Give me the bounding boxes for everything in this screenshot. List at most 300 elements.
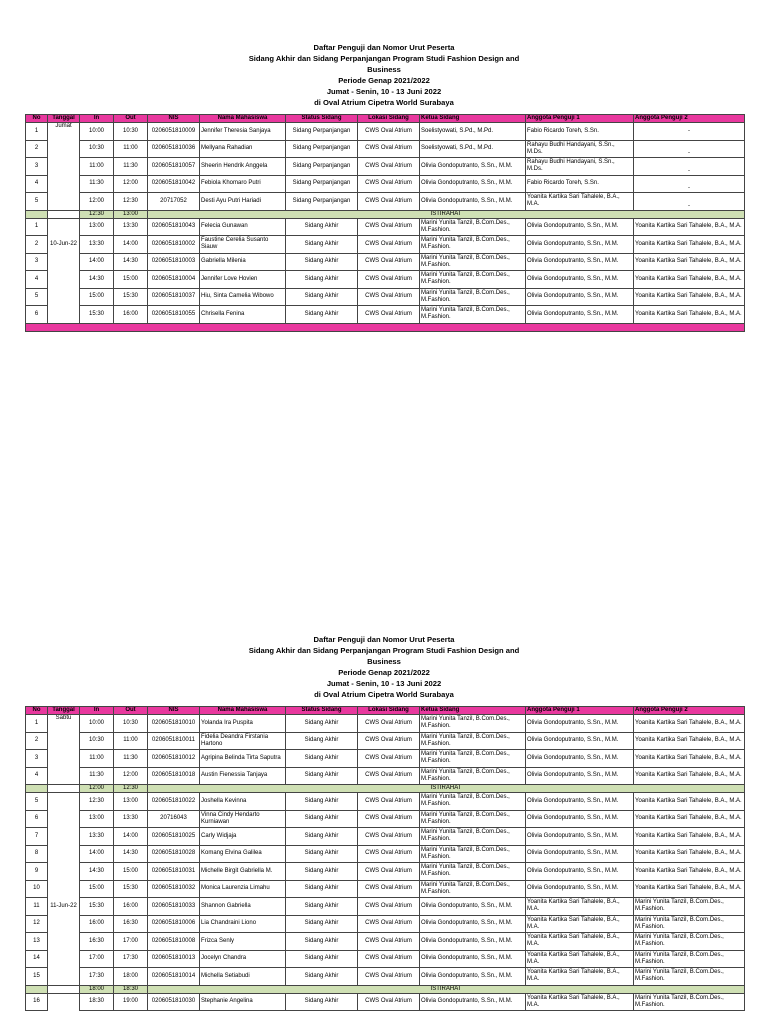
cell-status: Sidang Akhir (286, 915, 358, 933)
cell-nis: 0206051810042 (148, 175, 200, 193)
cell-ketua: Olivia Gondoputranto, S.Sn., M.M. (420, 193, 526, 211)
cell-ketua: Marini Yunita Tanzil, B.Com.Des., M.Fashion. (420, 218, 526, 236)
cell-in: 11:00 (80, 750, 114, 768)
cell-out: 13:30 (114, 810, 148, 828)
cell-in: 17:00 (80, 950, 114, 968)
day-cell (48, 933, 80, 951)
cell-name: Michelle Birgit Gabriella M. (200, 863, 286, 881)
cell-p1: Olivia Gondoputranto, S.Sn., M.M. (526, 732, 634, 750)
day-cell: Jumat (48, 123, 80, 141)
cell-p1: Yoanita Kartika Sari Tahalele, B.A., M.A. (526, 193, 634, 211)
table-row (26, 793, 745, 811)
cell-nis: 0206051810010 (148, 715, 200, 733)
cell-p2: Yoanita Kartika Sari Tahalele, B.A., M.A. (634, 218, 745, 236)
cell-lokasi: CWS Oval Atrium (358, 271, 420, 289)
cell-p1: Yoanita Kartika Sari Tahalele, B.A., M.A. (526, 993, 634, 1011)
column-header: Tanggal (48, 115, 80, 123)
table-body (26, 715, 745, 1011)
cell-no: 4 (26, 175, 48, 193)
schedule-table-1 (25, 114, 745, 332)
break-out: 13:00 (114, 210, 148, 218)
cell-in: 18:30 (80, 993, 114, 1011)
cell-lokasi: CWS Oval Atrium (358, 140, 420, 158)
cell-status: Sidang Akhir (286, 933, 358, 951)
cell-no: 11 (26, 898, 48, 916)
cell-name: Komang Elvina Galilea (200, 845, 286, 863)
cell-ketua: Marini Yunita Tanzil, B.Com.Des., M.Fashion. (420, 271, 526, 289)
cell-status: Sidang Akhir (286, 828, 358, 846)
day-cell (48, 306, 80, 324)
cell-in: 12:30 (80, 793, 114, 811)
cell-in: 11:30 (80, 767, 114, 785)
cell-p2: Marini Yunita Tanzil, B.Com.Des., M.Fashion. (634, 993, 745, 1011)
cell-out: 16:30 (114, 915, 148, 933)
cell-p1: Rahayu Budhi Handayani, S.Sn., M.Ds. (526, 158, 634, 176)
break-in: 12:30 (80, 210, 114, 218)
cell-ketua: Olivia Gondoputranto, S.Sn., M.M. (420, 898, 526, 916)
day-cell (48, 175, 80, 193)
table-row (26, 880, 745, 898)
table-header (26, 115, 745, 123)
page-title-block (0, 634, 768, 700)
cell-status: Sidang Akhir (286, 898, 358, 916)
cell-lokasi: CWS Oval Atrium (358, 810, 420, 828)
table-row (26, 810, 745, 828)
cell-p1: Olivia Gondoputranto, S.Sn., M.M. (526, 236, 634, 254)
cell-ketua: Marini Yunita Tanzil, B.Com.Des., M.Fashion. (420, 732, 526, 750)
table-row (26, 715, 745, 733)
cell-name: Gabriella Milenia (200, 253, 286, 271)
table-row (26, 236, 745, 254)
doc-subtitle-1: Sidang Akhir dan Sidang Perpanjangan Program Studi Fashion Design and (248, 646, 520, 655)
day-cell (48, 288, 80, 306)
cell-in: 14:00 (80, 845, 114, 863)
table-row (26, 750, 745, 768)
cell-nis: 0206051810036 (148, 140, 200, 158)
cell-no: 4 (26, 767, 48, 785)
cell-p1: Yoanita Kartika Sari Tahalele, B.A., M.A. (526, 933, 634, 951)
cell-no: 2 (26, 140, 48, 158)
cell-no (26, 210, 48, 218)
cell-ketua: Marini Yunita Tanzil, B.Com.Des., M.Fashion. (420, 845, 526, 863)
day-cell (48, 158, 80, 176)
column-header: Anggota Penguji 2 (634, 115, 745, 123)
cell-ketua: Olivia Gondoputranto, S.Sn., M.M. (420, 915, 526, 933)
cell-name: Michella Setiabudi (200, 968, 286, 986)
cell-nis: 0206051810028 (148, 845, 200, 863)
column-header: Nama Mahasiswa (200, 115, 286, 123)
day-cell (48, 993, 80, 1011)
cell-out: 11:30 (114, 750, 148, 768)
cell-name: Austin Fienessia Tanjaya (200, 767, 286, 785)
cell-lokasi: CWS Oval Atrium (358, 306, 420, 324)
cell-nis: 0206051810008 (148, 933, 200, 951)
cell-name: Jocelyn Chandra (200, 950, 286, 968)
cell-p1: Olivia Gondoputranto, S.Sn., M.M. (526, 750, 634, 768)
table-row (26, 898, 745, 916)
cell-status: Sidang Akhir (286, 950, 358, 968)
cell-status: Sidang Perpanjangan (286, 193, 358, 211)
break-in: 18:00 (80, 985, 114, 993)
column-header: Out (114, 707, 148, 715)
cell-out: 15:00 (114, 271, 148, 289)
break-row (26, 210, 745, 218)
cell-no: 1 (26, 218, 48, 236)
table-row (26, 175, 745, 193)
column-header: Nama Mahasiswa (200, 707, 286, 715)
cell-out: 11:00 (114, 140, 148, 158)
cell-in: 13:00 (80, 810, 114, 828)
column-header: Ketua Sidang (420, 115, 526, 123)
day-cell (48, 810, 80, 828)
cell-no: 3 (26, 158, 48, 176)
doc-period: Periode Genap 2021/2022 (338, 668, 430, 677)
cell-in: 11:30 (80, 175, 114, 193)
cell-no: 3 (26, 750, 48, 768)
cell-lokasi: CWS Oval Atrium (358, 828, 420, 846)
cell-name: Stephanie Angelina (200, 993, 286, 1011)
cell-nis: 0206051810025 (148, 828, 200, 846)
cell-status: Sidang Akhir (286, 793, 358, 811)
cell-out: 14:30 (114, 845, 148, 863)
cell-p2: Marini Yunita Tanzil, B.Com.Des., M.Fashion. (634, 950, 745, 968)
cell-nis: 0206051810014 (148, 968, 200, 986)
cell-name: Carly Widjaja (200, 828, 286, 846)
cell-ketua: Soelistyowati, S.Pd., M.Pd. (420, 123, 526, 141)
day-cell (48, 271, 80, 289)
cell-ketua: Marini Yunita Tanzil, B.Com.Des., M.Fashion. (420, 828, 526, 846)
page-title-block (0, 42, 768, 108)
table-row (26, 915, 745, 933)
table-row (26, 993, 745, 1011)
cell-p2: Marini Yunita Tanzil, B.Com.Des., M.Fashion. (634, 898, 745, 916)
table-row (26, 845, 745, 863)
cell-out: 15:30 (114, 880, 148, 898)
cell-out: 13:00 (114, 793, 148, 811)
cell-lokasi: CWS Oval Atrium (358, 915, 420, 933)
day-cell (48, 210, 80, 218)
column-header: No (26, 115, 48, 123)
column-header: In (80, 707, 114, 715)
schedule-table-2 (25, 706, 745, 1011)
cell-no: 10 (26, 880, 48, 898)
cell-nis: 0206051810011 (148, 732, 200, 750)
cell-status: Sidang Perpanjangan (286, 158, 358, 176)
column-header: Ketua Sidang (420, 707, 526, 715)
table-row (26, 140, 745, 158)
cell-status: Sidang Akhir (286, 750, 358, 768)
cell-no (26, 785, 48, 793)
cell-no: 1 (26, 123, 48, 141)
cell-lokasi: CWS Oval Atrium (358, 898, 420, 916)
cell-status: Sidang Perpanjangan (286, 175, 358, 193)
break-out: 12:30 (114, 785, 148, 793)
cell-status: Sidang Akhir (286, 845, 358, 863)
day-cell (48, 863, 80, 881)
cell-out: 14:00 (114, 236, 148, 254)
cell-ketua: Marini Yunita Tanzil, B.Com.Des., M.Fashion. (420, 810, 526, 828)
cell-lokasi: CWS Oval Atrium (358, 253, 420, 271)
cell-out: 16:00 (114, 306, 148, 324)
cell-p2: Yoanita Kartika Sari Tahalele, B.A., M.A. (634, 750, 745, 768)
day-cell (48, 828, 80, 846)
cell-name: Jennifer Love Hovien (200, 271, 286, 289)
table-row (26, 950, 745, 968)
cell-p1: Yoanita Kartika Sari Tahalele, B.A., M.A. (526, 915, 634, 933)
cell-p1: Olivia Gondoputranto, S.Sn., M.M. (526, 828, 634, 846)
cell-p1: Yoanita Kartika Sari Tahalele, B.A., M.A. (526, 968, 634, 986)
column-header: NIS (148, 707, 200, 715)
cell-in: 16:30 (80, 933, 114, 951)
cell-lokasi: CWS Oval Atrium (358, 767, 420, 785)
cell-p1: Fabio Ricardo Toreh, S.Sn. (526, 123, 634, 141)
break-out: 18:30 (114, 985, 148, 993)
cell-in: 15:30 (80, 898, 114, 916)
table-row (26, 288, 745, 306)
cell-out: 14:00 (114, 828, 148, 846)
cell-out: 11:00 (114, 732, 148, 750)
cell-out: 16:00 (114, 898, 148, 916)
cell-status: Sidang Akhir (286, 218, 358, 236)
cell-nis: 20716043 (148, 810, 200, 828)
cell-lokasi: CWS Oval Atrium (358, 732, 420, 750)
cell-status: Sidang Akhir (286, 810, 358, 828)
cell-lokasi: CWS Oval Atrium (358, 968, 420, 986)
cell-p2: - (634, 158, 745, 176)
cell-in: 13:00 (80, 218, 114, 236)
cell-nis: 0206051810013 (148, 950, 200, 968)
cell-no: 3 (26, 253, 48, 271)
day-cell: Sabtu (48, 715, 80, 733)
day-cell (48, 785, 80, 793)
day-cell (48, 880, 80, 898)
cell-no: 8 (26, 845, 48, 863)
cell-p2: Yoanita Kartika Sari Tahalele, B.A., M.A. (634, 828, 745, 846)
cell-p1: Olivia Gondoputranto, S.Sn., M.M. (526, 845, 634, 863)
cell-ketua: Soelistyowati, S.Pd., M.Pd. (420, 140, 526, 158)
cell-lokasi: CWS Oval Atrium (358, 750, 420, 768)
footer-row (26, 323, 745, 331)
day-cell: 10-Jun-22 (48, 236, 80, 254)
cell-p2: Yoanita Kartika Sari Tahalele, B.A., M.A. (634, 880, 745, 898)
cell-lokasi: CWS Oval Atrium (358, 158, 420, 176)
cell-p1: Yoanita Kartika Sari Tahalele, B.A., M.A. (526, 950, 634, 968)
cell-out: 13:30 (114, 218, 148, 236)
cell-status: Sidang Akhir (286, 271, 358, 289)
cell-in: 11:00 (80, 158, 114, 176)
cell-ketua: Marini Yunita Tanzil, B.Com.Des., M.Fashion. (420, 793, 526, 811)
cell-p1: Olivia Gondoputranto, S.Sn., M.M. (526, 218, 634, 236)
cell-p1: Olivia Gondoputranto, S.Sn., M.M. (526, 715, 634, 733)
cell-in: 14:30 (80, 863, 114, 881)
cell-name: Faustine Cerelia Susanto Siauw (200, 236, 286, 254)
table-row (26, 863, 745, 881)
column-header: No (26, 707, 48, 715)
cell-in: 10:30 (80, 732, 114, 750)
cell-ketua: Marini Yunita Tanzil, B.Com.Des., M.Fashion. (420, 750, 526, 768)
cell-no: 1 (26, 715, 48, 733)
cell-lokasi: CWS Oval Atrium (358, 863, 420, 881)
cell-out: 12:30 (114, 193, 148, 211)
cell-status: Sidang Akhir (286, 288, 358, 306)
cell-name: Febiola Khomaro Putri (200, 175, 286, 193)
cell-name: Yolanda Ira Puspita (200, 715, 286, 733)
doc-title: Daftar Penguji dan Nomor Urut Peserta (313, 43, 455, 52)
cell-name: Vinna Cindy Hendarto Kurniawan (200, 810, 286, 828)
cell-nis: 0206051810009 (148, 123, 200, 141)
cell-name: Monica Laurenzia Limahu (200, 880, 286, 898)
table-row (26, 218, 745, 236)
cell-out: 10:30 (114, 123, 148, 141)
table-row (26, 828, 745, 846)
cell-status: Sidang Akhir (286, 767, 358, 785)
cell-name: Lia Chandraini Liono (200, 915, 286, 933)
cell-nis: 0206051810031 (148, 863, 200, 881)
cell-no: 6 (26, 810, 48, 828)
cell-no: 2 (26, 732, 48, 750)
break-label: ISTIRAHAT (148, 785, 745, 793)
day-cell (48, 985, 80, 993)
cell-ketua: Olivia Gondoputranto, S.Sn., M.M. (420, 950, 526, 968)
day-cell (48, 218, 80, 236)
column-header: Lokasi Sidang (358, 115, 420, 123)
day-cell: 11-Jun-22 (48, 898, 80, 916)
cell-status: Sidang Akhir (286, 236, 358, 254)
cell-name: Felecia Gunawan (200, 218, 286, 236)
cell-out: 10:30 (114, 715, 148, 733)
cell-nis: 0206051810043 (148, 218, 200, 236)
doc-location: di Oval Atrium Cipetra World Surabaya (314, 690, 454, 699)
day-cell (48, 750, 80, 768)
table-row (26, 271, 745, 289)
cell-status: Sidang Akhir (286, 715, 358, 733)
doc-location: di Oval Atrium Cipetra World Surabaya (314, 98, 454, 107)
cell-name: Jennifer Theresia Sanjaya (200, 123, 286, 141)
cell-status: Sidang Perpanjangan (286, 140, 358, 158)
cell-p1: Olivia Gondoputranto, S.Sn., M.M. (526, 880, 634, 898)
cell-in: 14:30 (80, 271, 114, 289)
cell-ketua: Olivia Gondoputranto, S.Sn., M.M. (420, 158, 526, 176)
column-header: Anggota Penguji 1 (526, 707, 634, 715)
cell-lokasi: CWS Oval Atrium (358, 845, 420, 863)
cell-name: Sheerin Hendrik Anggela (200, 158, 286, 176)
cell-in: 10:30 (80, 140, 114, 158)
day-cell (48, 193, 80, 211)
cell-ketua: Marini Yunita Tanzil, B.Com.Des., M.Fashion. (420, 306, 526, 324)
cell-status: Sidang Akhir (286, 306, 358, 324)
cell-out: 15:00 (114, 863, 148, 881)
cell-p1: Olivia Gondoputranto, S.Sn., M.M. (526, 793, 634, 811)
cell-status: Sidang Perpanjangan (286, 123, 358, 141)
cell-p2: Yoanita Kartika Sari Tahalele, B.A., M.A. (634, 271, 745, 289)
table-row (26, 123, 745, 141)
cell-nis: 0206051810006 (148, 915, 200, 933)
cell-p2: Yoanita Kartika Sari Tahalele, B.A., M.A. (634, 306, 745, 324)
cell-status: Sidang Akhir (286, 253, 358, 271)
cell-p1: Olivia Gondoputranto, S.Sn., M.M. (526, 306, 634, 324)
cell-no: 14 (26, 950, 48, 968)
break-label: ISTIRAHAT (148, 985, 745, 993)
day-cell (48, 968, 80, 986)
column-header: NIS (148, 115, 200, 123)
cell-p2: Yoanita Kartika Sari Tahalele, B.A., M.A. (634, 845, 745, 863)
cell-in: 15:00 (80, 880, 114, 898)
cell-no: 9 (26, 863, 48, 881)
cell-nis: 0206051810004 (148, 271, 200, 289)
cell-nis: 0206051810030 (148, 993, 200, 1011)
column-header: Status Sidang (286, 115, 358, 123)
column-header: Anggota Penguji 2 (634, 707, 745, 715)
cell-nis: 0206051810022 (148, 793, 200, 811)
cell-name: Joshella Kevinna (200, 793, 286, 811)
doc-period: Periode Genap 2021/2022 (338, 76, 430, 85)
break-row (26, 985, 745, 993)
cell-out: 12:00 (114, 175, 148, 193)
cell-out: 15:30 (114, 288, 148, 306)
day-cell (48, 767, 80, 785)
doc-dates: Jumat - Senin, 10 - 13 Juni 2022 (326, 87, 442, 96)
cell-ketua: Marini Yunita Tanzil, B.Com.Des., M.Fashion. (420, 863, 526, 881)
cell-lokasi: CWS Oval Atrium (358, 793, 420, 811)
cell-p1: Olivia Gondoputranto, S.Sn., M.M. (526, 767, 634, 785)
table-row (26, 732, 745, 750)
cell-ketua: Olivia Gondoputranto, S.Sn., M.M. (420, 968, 526, 986)
cell-p2: Yoanita Kartika Sari Tahalele, B.A., M.A. (634, 288, 745, 306)
cell-p2: Yoanita Kartika Sari Tahalele, B.A., M.A. (634, 253, 745, 271)
cell-in: 15:30 (80, 306, 114, 324)
cell-p1: Olivia Gondoputranto, S.Sn., M.M. (526, 271, 634, 289)
cell-p1: Olivia Gondoputranto, S.Sn., M.M. (526, 810, 634, 828)
cell-status: Sidang Akhir (286, 993, 358, 1011)
cell-nis: 0206051810032 (148, 880, 200, 898)
header-row (26, 707, 745, 715)
cell-lokasi: CWS Oval Atrium (358, 236, 420, 254)
cell-ketua: Marini Yunita Tanzil, B.Com.Des., M.Fashion. (420, 253, 526, 271)
cell-out: 14:30 (114, 253, 148, 271)
cell-p2: Yoanita Kartika Sari Tahalele, B.A., M.A. (634, 793, 745, 811)
cell-ketua: Marini Yunita Tanzil, B.Com.Des., M.Fashion. (420, 767, 526, 785)
cell-p2: - (634, 140, 745, 158)
doc-subtitle-2: Business (367, 657, 401, 666)
cell-no: 4 (26, 271, 48, 289)
cell-lokasi: CWS Oval Atrium (358, 715, 420, 733)
column-header: Out (114, 115, 148, 123)
cell-ketua: Marini Yunita Tanzil, B.Com.Des., M.Fashion. (420, 288, 526, 306)
table-row (26, 306, 745, 324)
header-row (26, 115, 745, 123)
cell-out: 12:00 (114, 767, 148, 785)
break-label: ISTIRAHAT (148, 210, 745, 218)
cell-p2: Yoanita Kartika Sari Tahalele, B.A., M.A. (634, 236, 745, 254)
cell-lokasi: CWS Oval Atrium (358, 193, 420, 211)
column-header: In (80, 115, 114, 123)
day-cell (48, 253, 80, 271)
cell-p1: Olivia Gondoputranto, S.Sn., M.M. (526, 253, 634, 271)
doc-subtitle-2: Business (367, 65, 401, 74)
table-body (26, 123, 745, 332)
cell-no: 7 (26, 828, 48, 846)
day-cell (48, 915, 80, 933)
cell-p1: Rahayu Budhi Handayani, S.Sn., M.Ds. (526, 140, 634, 158)
doc-title: Daftar Penguji dan Nomor Urut Peserta (313, 635, 455, 644)
cell-nis: 0206051810003 (148, 253, 200, 271)
table-row (26, 933, 745, 951)
cell-name: Fidelia Deandra Firstania Hartono (200, 732, 286, 750)
cell-in: 12:00 (80, 193, 114, 211)
cell-in: 15:00 (80, 288, 114, 306)
schedule-section-1 (0, 42, 768, 108)
cell-p2: Yoanita Kartika Sari Tahalele, B.A., M.A. (634, 863, 745, 881)
